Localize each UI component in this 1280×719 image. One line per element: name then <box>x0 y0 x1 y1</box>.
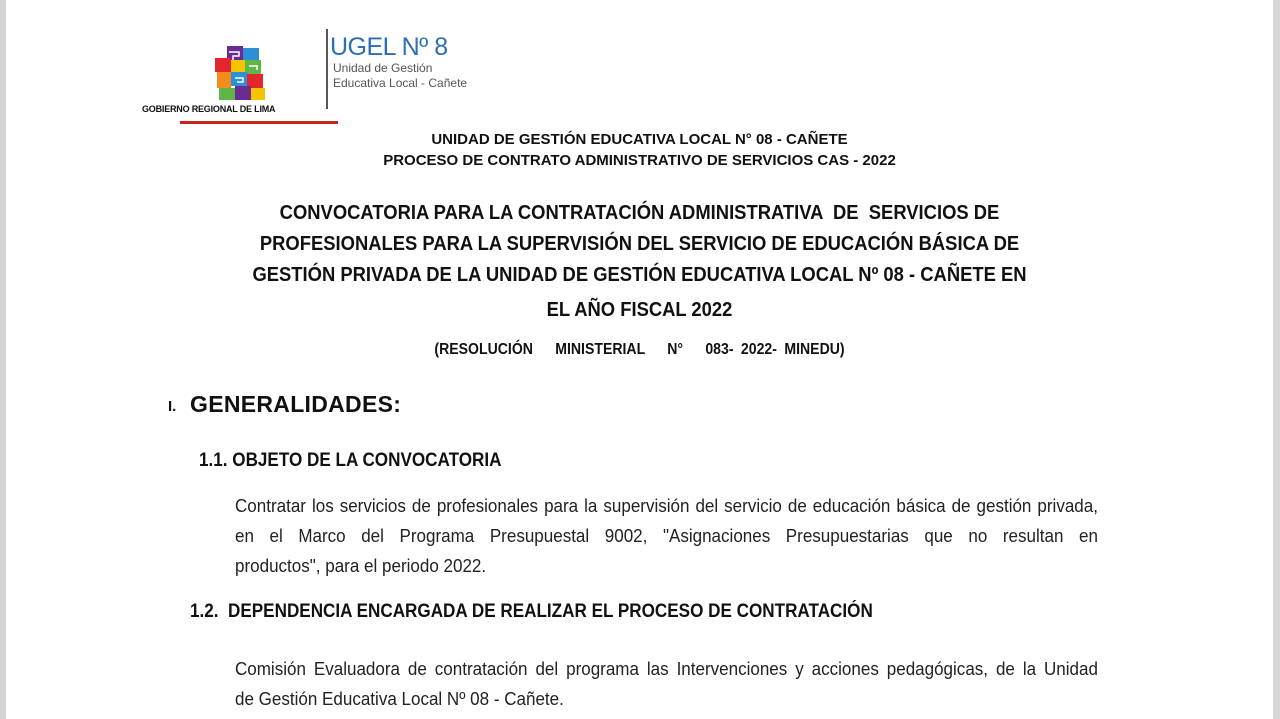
title-line-1: CONVOCATORIA PARA LA CONTRATACIÓN ADMINISTRATIVA DE SERVICIOS DE <box>279 202 1000 224</box>
paragraph-line: en el Marco del Programa Presupuestal 9002, "Asignaciones Presupuestarias que no resultan en <box>235 525 1098 546</box>
logo-divider <box>326 29 328 109</box>
resolution-reference: (RESOLUCIÓN MINISTERIAL N° 083- 2022- MINEDU) <box>434 341 845 358</box>
subsection-paragraph-1-2 <box>235 654 1173 714</box>
gobierno-regional-logo <box>209 44 275 104</box>
document-title <box>57 198 1223 326</box>
header-line-1: UNIDAD DE GESTIÓN EDUCATIVA LOCAL N° 08 - CAÑETE <box>431 131 848 148</box>
header-line-2: PROCESO DE CONTRATO ADMINISTRATIVO DE SERVICIOS CAS - 2022 <box>383 152 896 169</box>
document-page <box>6 0 1273 719</box>
ugel-logo-subtitle <box>333 61 467 91</box>
title-line-4: EL AÑO FISCAL 2022 <box>546 299 733 321</box>
ugel-sub-line-1: Unidad de Gestión <box>333 61 433 75</box>
paragraph-line: de Gestión Educativa Local Nº 08 - Cañete. <box>235 688 564 709</box>
title-line-2: PROFESIONALES PARA LA SUPERVISIÓN DEL SERVICIO DE EDUCACIÓN BÁSICA DE <box>259 233 1020 255</box>
paragraph-line: Contratar los servicios de profesionales para la supervisión del servicio de educación básica de gestión privada, <box>235 495 1098 516</box>
section-number: I. <box>168 398 177 415</box>
gobierno-regional-label: GOBIERNO REGIONAL DE LIMA <box>142 104 276 114</box>
paragraph-line: productos", para el periodo 2022. <box>235 555 487 576</box>
logo-underline <box>180 121 338 124</box>
ugel-logo-title: UGEL Nº 8 <box>330 33 448 61</box>
title-line-3: GESTIÓN PRIVADA DE LA UNIDAD DE GESTIÓN EDUCATIVA LOCAL Nº 08 - CAÑETE EN <box>252 264 1027 286</box>
paragraph-line: Comisión Evaluadora de contratación del programa las Intervenciones y acciones pedagógicas, de la Unidad <box>235 658 1098 679</box>
ugel-sub-line-2: Educativa Local - Cañete <box>333 76 468 90</box>
subsection-heading-1-2: 1.2. DEPENDENCIA ENCARGADA DE REALIZAR EL PROCESO DE CONTRATACIÓN <box>190 601 873 622</box>
subsection-paragraph-1-1 <box>235 491 1173 581</box>
section-title: GENERALIDADES: <box>190 391 402 417</box>
viewer-scrollbar[interactable] <box>1273 0 1280 719</box>
subsection-heading-1-1: 1.1. OBJETO DE LA CONVOCATORIA <box>199 450 502 471</box>
